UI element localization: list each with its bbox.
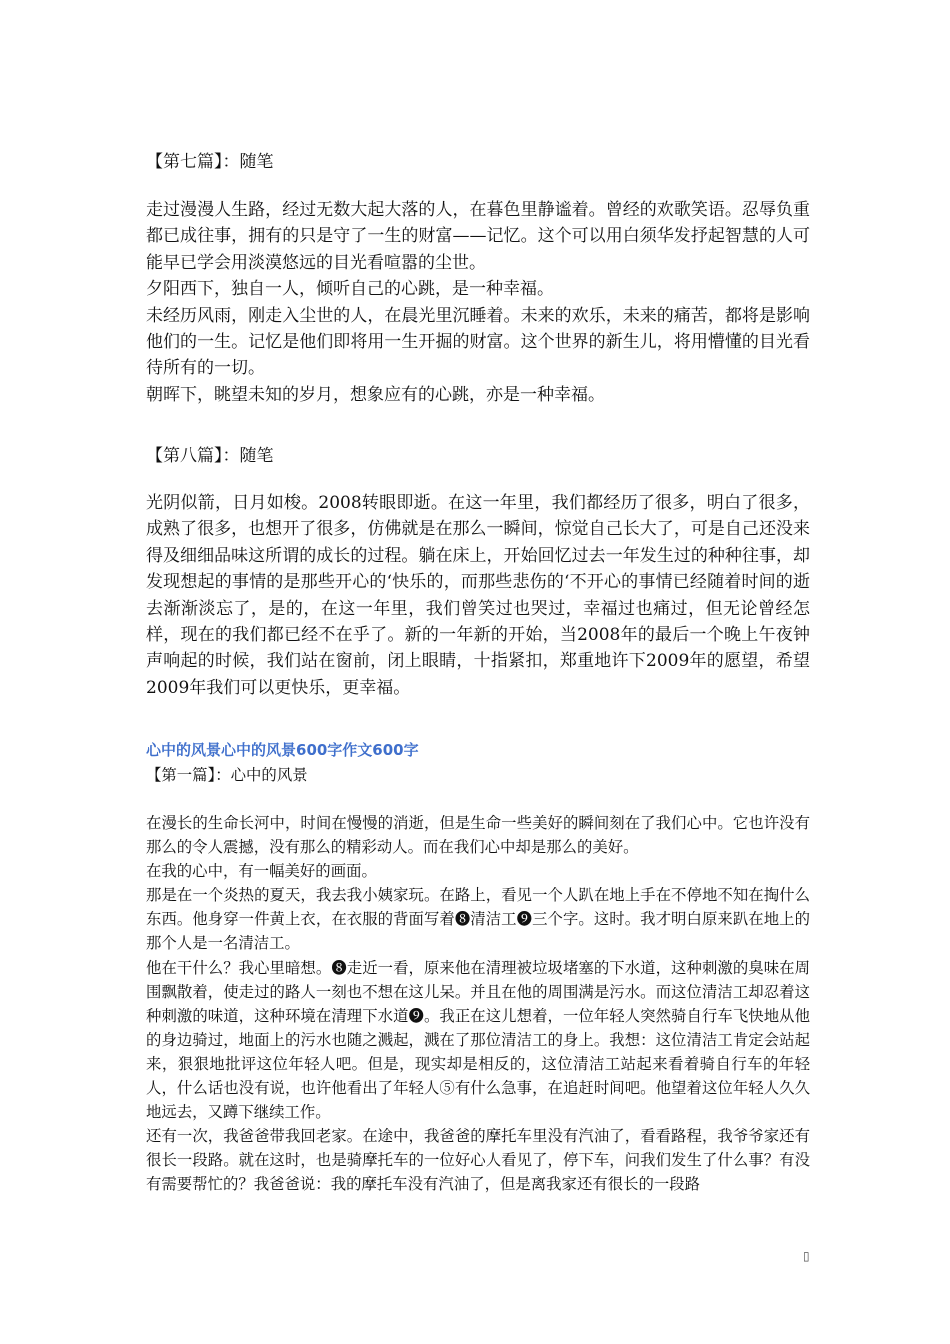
section-8-heading: 【第八篇】：随笔 (146, 446, 274, 466)
section-7-body: 走过漫漫人生路，经过无数大起大落的人，在暮色里静谧着。曾经的欢歌笑语。忍辱负重都已成往事，拥有的只是守了一生的财富——记忆。这个可以用白须华发抒起智慧的人可能早已学会用淡漠悠远的目光看喧嚣的尘世。 夕阳西下，独自一人，倾听自己的心跳，是一种幸福。 未经历风雨，刚走入尘世的人，在晨光里沉睡着。未来的欢乐，未来的痛苦，都将是影响他们的一生。记忆是他们即将用一生开掘的财富。这个世界的新生儿，将用懵懂的目光看待所有的一切。 朝晖下，眺望未知的岁月，想象应有的心跳，亦是一种幸福。 (146, 200, 810, 405)
page-number-marker: ▯ (803, 1249, 810, 1263)
article-section-1-heading: 【第一篇】：心中的风景 (146, 766, 308, 784)
section-7-heading: 【第七篇】：随笔 (146, 152, 274, 172)
section-8-body: 光阴似箭，日月如梭。2008转眼即逝。在这一年里，我们都经历了很多，明白了很多，成熟了很多，也想开了很多，仿佛就是在那么一瞬间，惊觉自己长大了，可是自己还没来得及细细品味这所谓的成长的过程。躺在床上，开始回忆过去一年发生过的种种往事，却发现想起的事情的是那些开心的‘快乐的，而那些悲伤的‘不开心的事情已经随着时间的逝去渐渐淡忘了，是的，在这一年里，我们曾笑过也哭过，幸福过也痛过，但无论曾经怎样，现在的我们都已经不在乎了。新的一年新的开始，当2008年的最后一个晚上午夜钟声响起的时候，我们站在窗前，闭上眼睛，十指紧扣，郑重地许下2009年的愿望，希望2009年我们可以更快乐，更幸福。 (146, 493, 810, 698)
article-section-1-body: 在漫长的生命长河中，时间在慢慢的消逝，但是生命一些美好的瞬间刻在了我们心中。它也许没有那么的令人震撼，没有那么的精彩动人。而在我们心中却是那么的美好。 在我的心中，有一幅美好的画面。 那是在一个炎热的夏天，我去我小姨家玩。在路上，看见一个人趴在地上手在不停地不知在掏什么东西。他身穿一件黄上衣，在衣服的背面写着❽清洁工❾三个字。这时。我才明白原来趴在地上的那个人是一名清洁工。 他在干什么？我心里暗想。❽走近一看，原来他在清理被垃圾堵塞的下水道，这种刺激的臭味在周围飘散着，使走过的路人一刻也不想在这儿呆。并且在他的周围满是污水。而这位清洁工却忍着这种刺激的味道，这种环境在清理下水道❾。我正在这儿想着，一位年轻人突然骑自行车飞快地从他的身边骑过，地面上的污水也随之溅起，溅在了那位清洁工的身上。我想：这位清洁工肯定会站起来，狠狠地批评这位年轻人吧。但是，现实却是相反的，这位清洁工站起来看着骑自行车的年轻人，什么话也没有说，也许他看出了年轻人⑤有什么急事，在追赶时间吧。他望着这位年轻人久久地远去，又蹲下继续工作。 还有一次，我爸爸带我回老家。在途中，我爸爸的摩托车里没有汽油了，看看路程，我爷爷家还有很长一段路。就在这时，也是骑摩托车的一位好心人看见了，停下车，问我们发生了什么事？有没有需要帮忙的？我爸爸说：我的摩托车没有汽油了，但是离我家还有很长的一段路 (146, 814, 810, 1194)
article-title: 心中的风景心中的风景600字作文600字 (146, 741, 419, 759)
